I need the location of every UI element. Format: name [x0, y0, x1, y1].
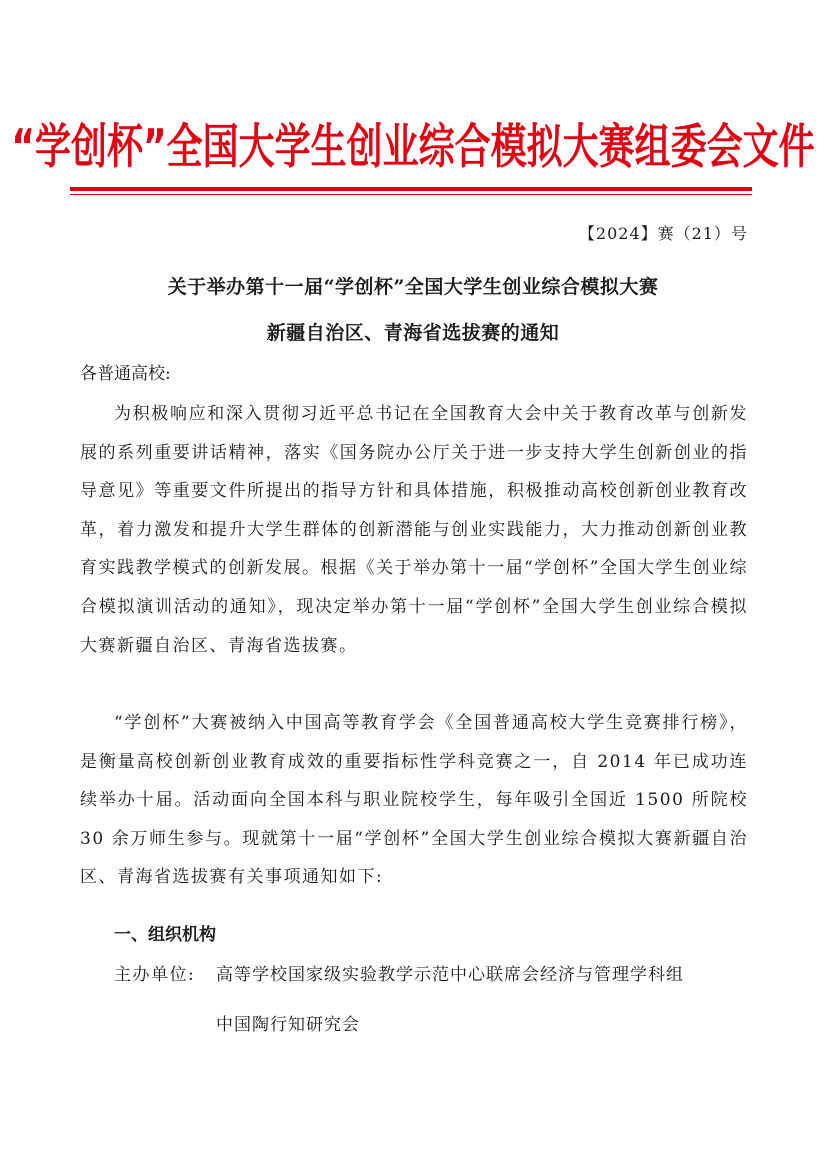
section-heading: 一、组织机构: [114, 925, 216, 945]
paragraph-background: “学创杯”大赛被纳入中国高等教育学会《全国普通高校大学生竞赛排行榜》，是衡量高校创新创业教育成效的重要指标性学科竞赛之一，自 2014 年已成功连续举办十届。活动面向全国本科与职业院校学生，每年吸引全国近 1500 所院校 30 余万师生参与。现就第十一届“学创杯”全国大学生创业综合模拟大赛新疆自治区、青海省选拔赛有关事项通知如下:: [80, 713, 748, 888]
salutation: 各普通高校:: [80, 364, 171, 384]
red-divider-thin: [70, 194, 752, 195]
notice-title-line1: 关于举办第十一届“学创杯”全国大学生创业综合模拟大赛: [167, 276, 659, 298]
organizer-label: 主办单位:: [114, 965, 196, 985]
masthead-title: “学创杯”全国大学生创业综合模拟大赛组委会文件: [11, 120, 815, 175]
organizer-item: 中国陶行知研究会: [216, 1015, 360, 1035]
notice-title-line2: 新疆自治区、青海省选拔赛的通知: [266, 322, 560, 344]
red-divider-thick: [70, 187, 752, 191]
paragraph-intro: 为积极响应和深入贯彻习近平总书记在全国教育大会中关于教育改革与创新发展的系列重要讲话精神，落实《国务院办公厅关于进一步支持大学生创新创业的指导意见》等重要文件所提出的指导方针和具体措施，积极推动高校创新创业教育改革，着力激发和提升大学生群体的创新潜能与创业实践能力，大力推动创新创业教育实践教学模式的创新发展。根据《关于举办第十一届“学创杯”全国大学生创业综合模拟演训活动的通知》，现决定举办第十一届“学创杯”全国大学生创业综合模拟大赛新疆自治区、青海省选拔赛。: [80, 404, 748, 656]
organizer-item: 高等学校国家级实验教学示范中心联席会经济与管理学科组: [216, 965, 684, 985]
document-number: 【2024】赛（21）号: [578, 224, 748, 243]
